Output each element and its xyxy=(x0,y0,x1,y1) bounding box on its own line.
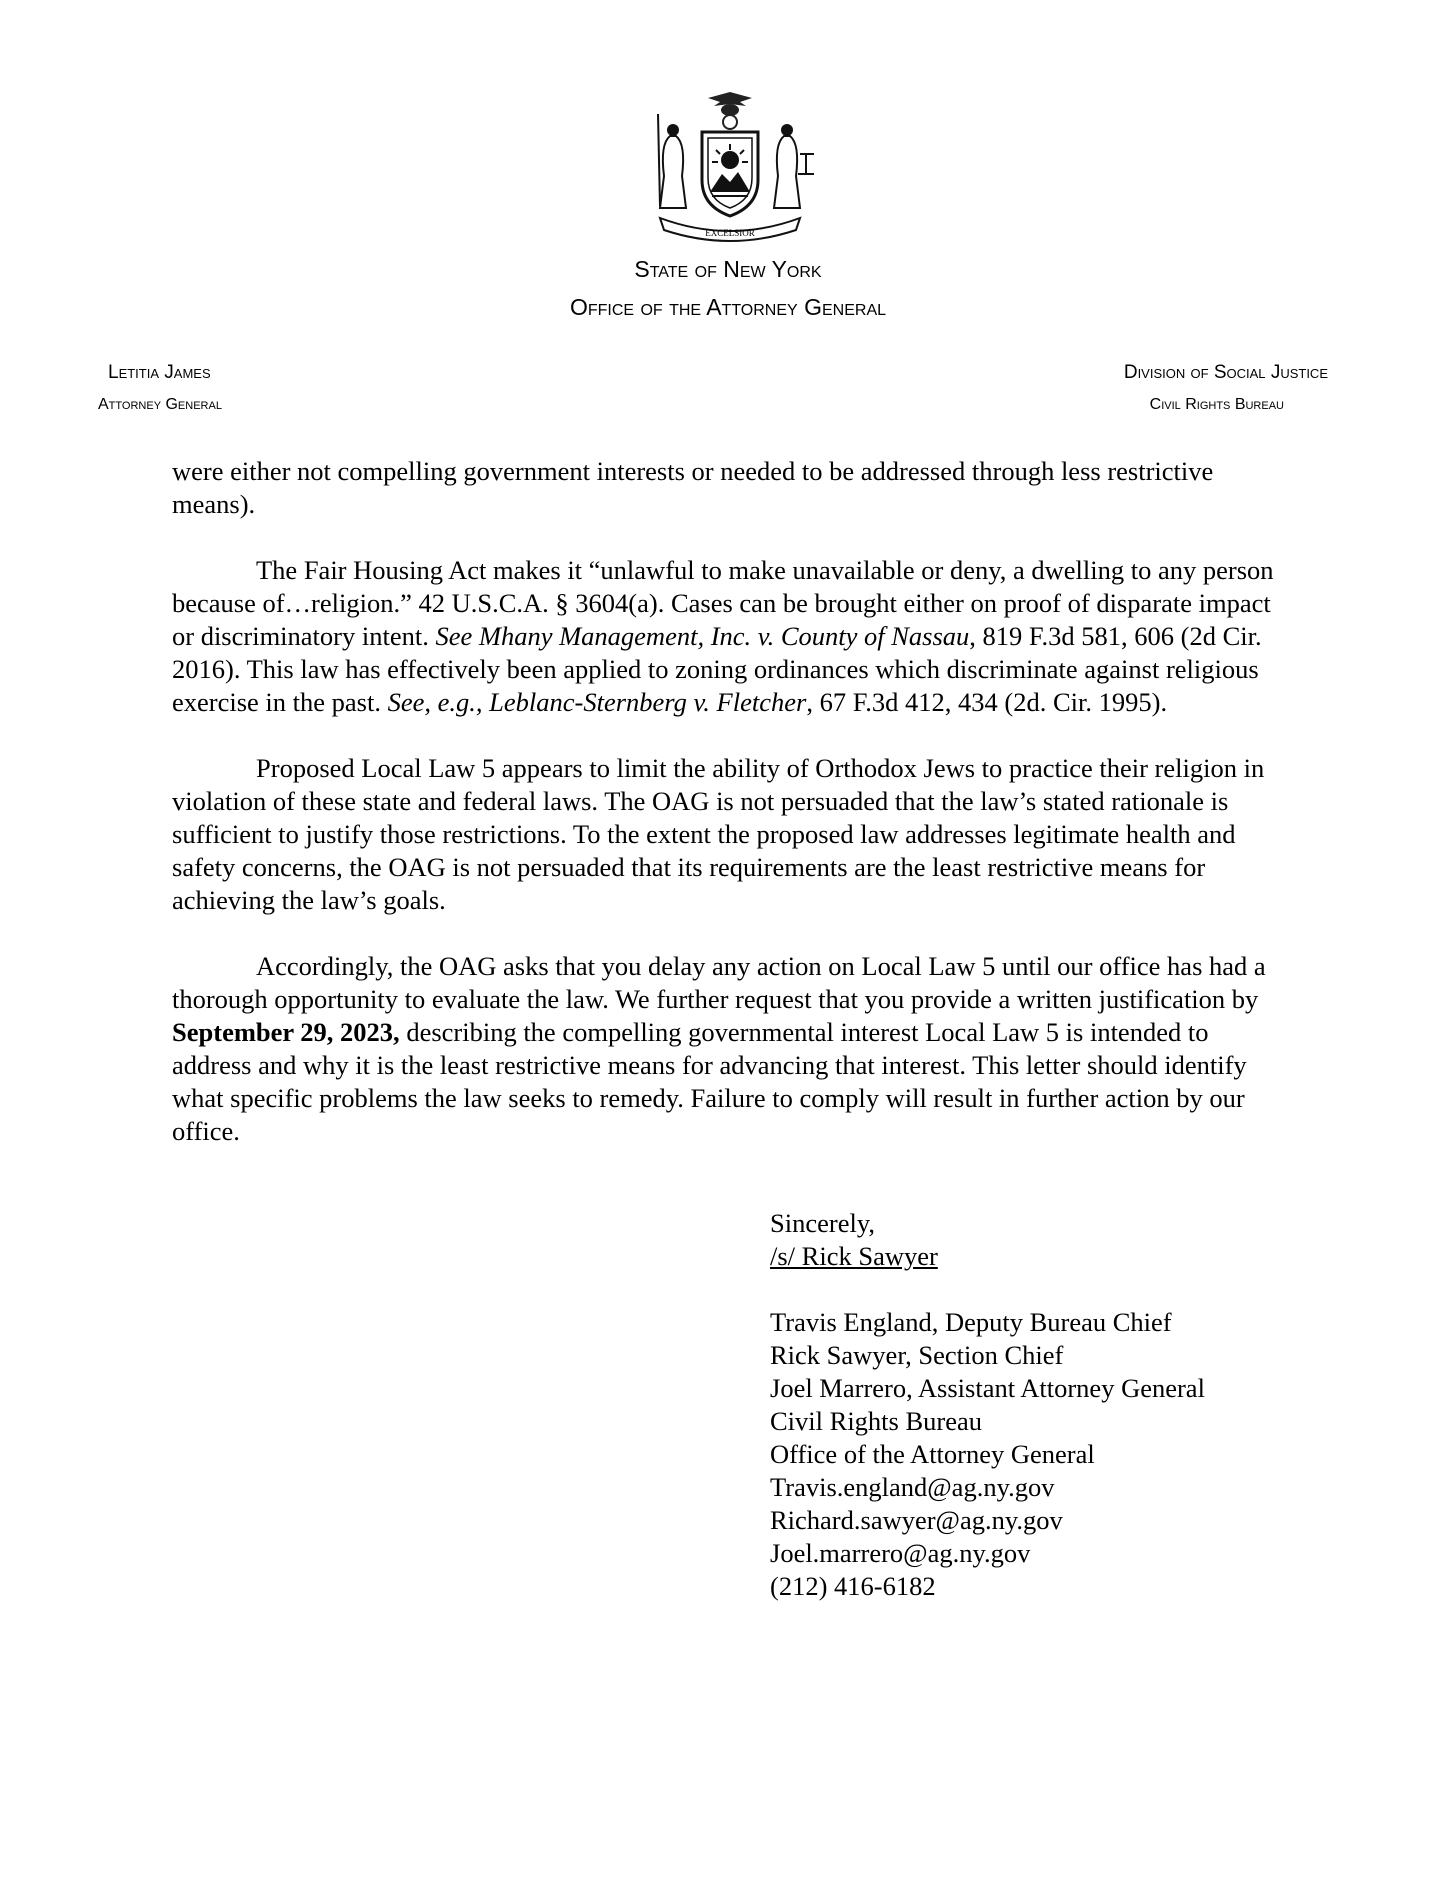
bureau-name: Civil Rights Bureau xyxy=(1149,396,1284,413)
case-citation: See, e.g., Leblanc-Sternberg v. Fletcher xyxy=(387,687,807,717)
email-line: Joel.marrero@ag.ny.gov xyxy=(770,1538,1031,1568)
paragraph-continuation: were either not compelling government interests or needed to be addressed through less restrictive means). xyxy=(172,456,1214,519)
paragraph-local-law-5: Proposed Local Law 5 appears to limit the ability of Orthodox Jews to practice their religion in violation of these state and federal laws. The OAG is not persuaded that the law’s stated rationale is sufficient to justify those restrictions. To the extent the proposed law addresses legitimate health and safety concerns, the OAG is not persuaded that its requirements are the least restrictive means for achieving the law’s goals. xyxy=(172,753,1265,915)
phone-line: (212) 416-6182 xyxy=(770,1571,936,1601)
division-name: Division of Social Justice xyxy=(1123,362,1328,383)
email-line: Travis.england@ag.ny.gov xyxy=(770,1472,1055,1502)
closing-block xyxy=(770,1207,1205,1603)
paragraph-text: , 819 F.3d 581, 606 (2d Cir. 2016). This law has effectively been applied to zoning ordinances which discriminate against religious exercise in the past. xyxy=(172,621,1262,717)
letter-body xyxy=(172,455,1282,1181)
signer-line: Joel Marrero, Assistant Attorney General xyxy=(770,1373,1205,1403)
office-name-heading: Office of the Attorney General xyxy=(569,294,887,320)
case-citation: See Mhany Management, Inc. v. County of Nassau xyxy=(435,621,970,651)
paragraph-request xyxy=(172,950,1282,1148)
paragraph-text: Accordingly, the OAG asks that you delay any action on Local Law 5 until our office has had a thorough opportunity to evaluate the law. We further request that you provide a written justification by xyxy=(172,951,1266,1014)
salutation: Sincerely, xyxy=(770,1208,875,1238)
state-name-heading: State of New York xyxy=(634,256,822,282)
paragraph-text: The Fair Housing Act makes it “unlawful to make unavailable or deny, a dwelling to any person because of…religion.” 42 U.S.C.A. § 3604(a). Cases can be brought either on proof of disparate impact or discriminatory intent. xyxy=(172,555,1274,651)
paragraph-text: describing the compelling governmental interest Local Law 5 is intended to address and why it is the least restrictive means for advancing that interest. This letter should identify what specific problems the law seeks to remedy. Failure to comply will result in further action by our office. xyxy=(172,1017,1247,1146)
deadline-date: September 29, 2023, xyxy=(172,1017,400,1047)
attorney-general-title: Attorney General xyxy=(98,396,222,413)
signer-line: Rick Sawyer, Section Chief xyxy=(770,1340,1064,1370)
signer-line: Office of the Attorney General xyxy=(770,1439,1095,1469)
signature: /s/ Rick Sawyer xyxy=(770,1241,938,1271)
paragraph-text: , 67 F.3d 412, 434 (2d. Cir. 1995). xyxy=(806,687,1168,717)
paragraph-fair-housing-act xyxy=(172,554,1282,719)
signer-line: Travis England, Deputy Bureau Chief xyxy=(770,1307,1172,1337)
signer-line: Civil Rights Bureau xyxy=(770,1406,982,1436)
email-line: Richard.sawyer@ag.ny.gov xyxy=(770,1505,1063,1535)
attorney-general-name: Letitia James xyxy=(108,362,211,383)
seal-motto: EXCELSIOR xyxy=(705,228,755,238)
state-seal-icon xyxy=(630,84,830,244)
